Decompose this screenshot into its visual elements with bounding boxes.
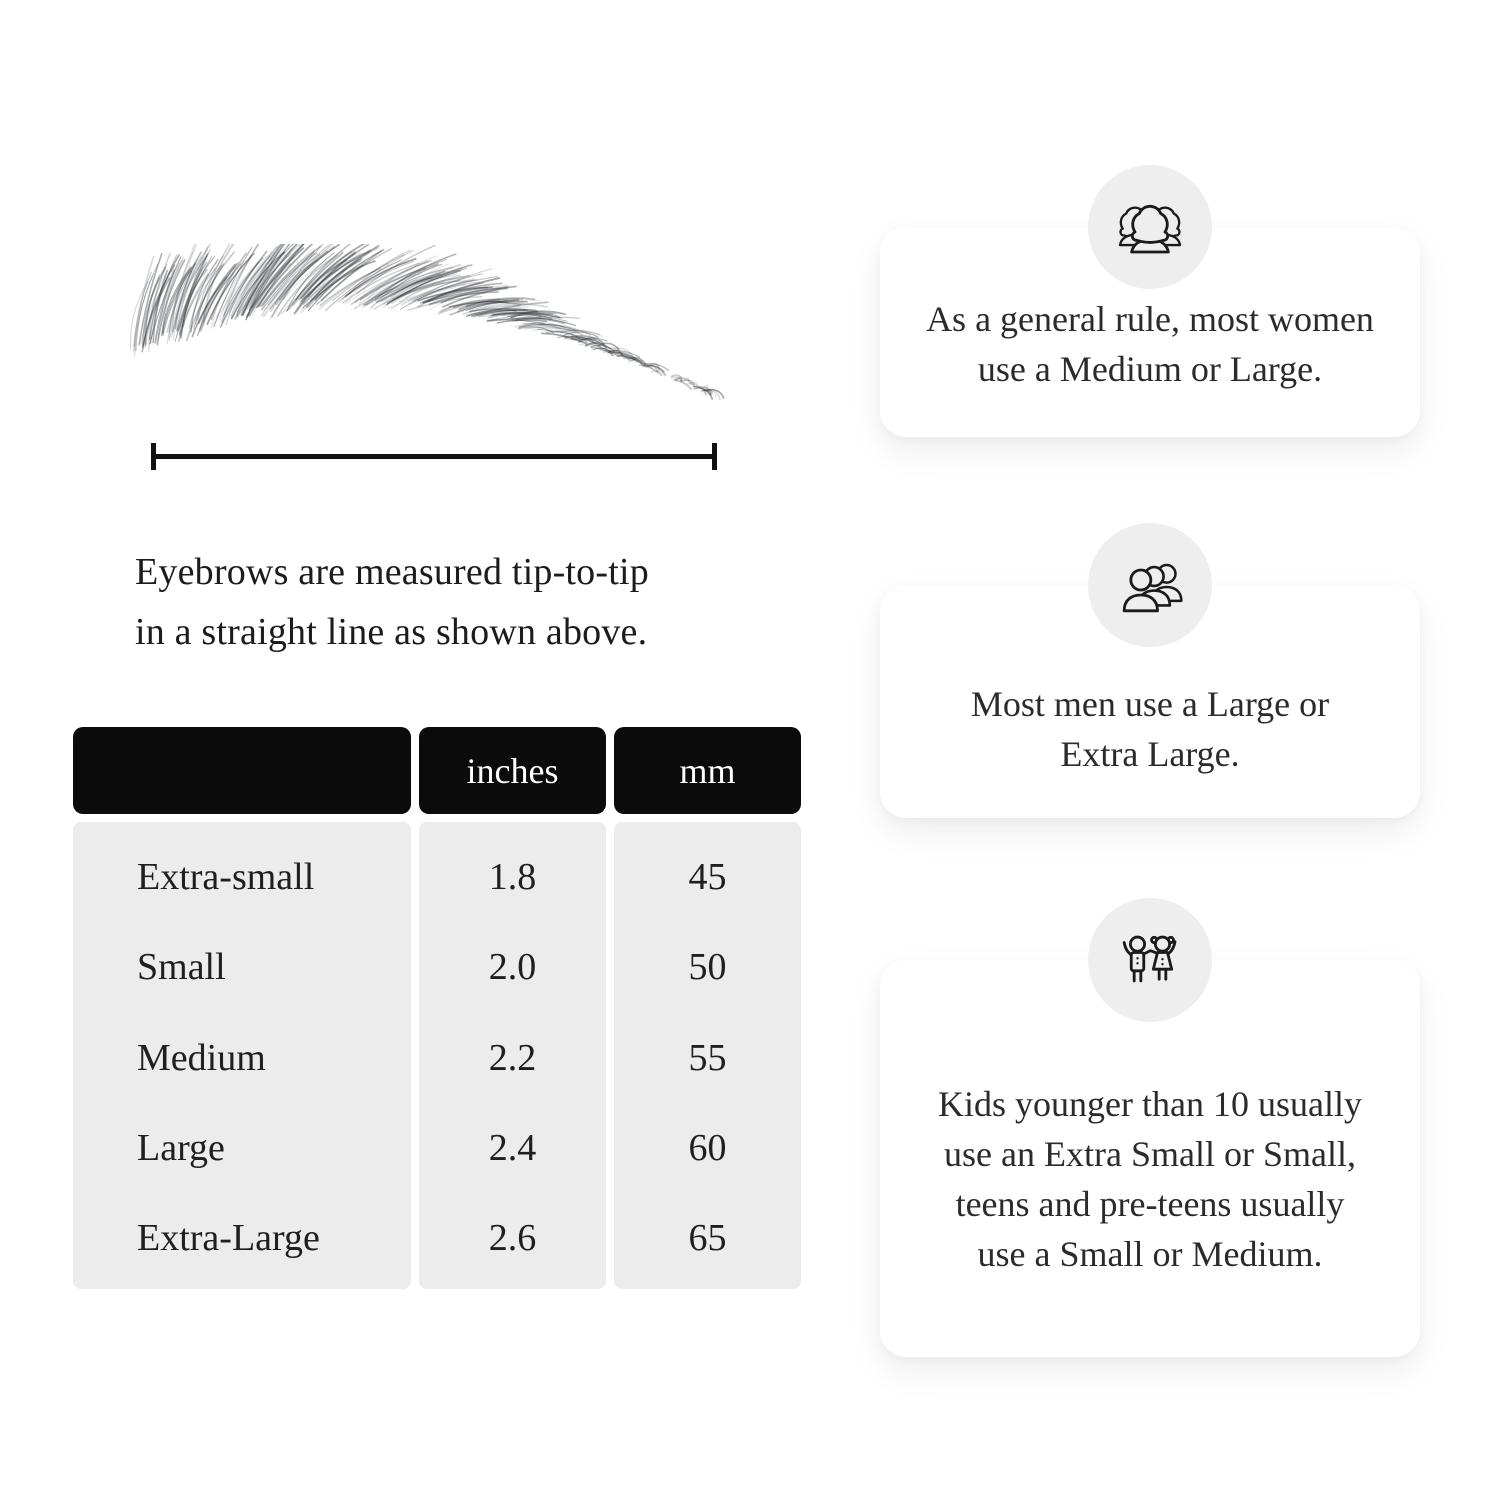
caption-line: Eyebrows are measured tip-to-tip [135,551,649,593]
size-table-header [73,727,801,814]
measurement-line [151,454,717,459]
women-guidance-card [880,227,1420,437]
table-cell-size: Small [137,946,226,989]
measure-endcap-left [151,443,156,470]
table-cell-size: Extra-small [137,856,315,899]
table-cell-mm: 60 [688,1126,727,1169]
children-icon [1110,920,1190,1000]
header-cell-mm: mm [614,727,801,814]
inches-column [419,822,606,1289]
header-cell-inches: inches [419,727,606,814]
icon-badge [1088,898,1212,1022]
icon-badge [1088,523,1212,647]
men-guidance-card [880,585,1420,818]
card-text: Most men use a Large or Extra Large. [970,683,1330,774]
header-cell-size [73,727,411,814]
table-cell-mm: 55 [688,1036,727,1079]
women-group-icon [1110,187,1190,267]
table-cell-size: Medium [137,1036,266,1079]
table-cell-inches: 1.8 [488,856,537,899]
caption-line: in a straight line as shown above. [135,611,648,653]
table-cell-size: Large [137,1126,225,1169]
size-table [73,727,801,1289]
icon-badge [1088,165,1212,289]
table-cell-mm: 45 [688,856,727,899]
table-cell-inches: 2.6 [488,1216,537,1259]
men-group-icon [1110,545,1190,625]
measure-endcap-right [712,443,717,470]
kids-guidance-card [880,960,1420,1357]
table-cell-inches: 2.0 [488,946,537,989]
eyebrow-illustration [120,244,730,414]
mm-column [614,822,801,1289]
table-cell-inches: 2.4 [488,1126,537,1169]
table-cell-mm: 50 [688,946,727,989]
card-text: As a general rule, most women use a Medium or Large. [926,299,1374,389]
table-cell-mm: 65 [688,1216,727,1259]
table-cell-size: Extra-Large [137,1216,320,1259]
measurement-caption [135,542,649,662]
card-text: Kids younger than 10 usually use an Extra Small or Small, teens and pre-teens usually use a Small or Medium. [938,1083,1362,1274]
size-table-body [73,822,801,1289]
size-name-column [73,822,411,1289]
table-cell-inches: 2.2 [488,1036,537,1079]
